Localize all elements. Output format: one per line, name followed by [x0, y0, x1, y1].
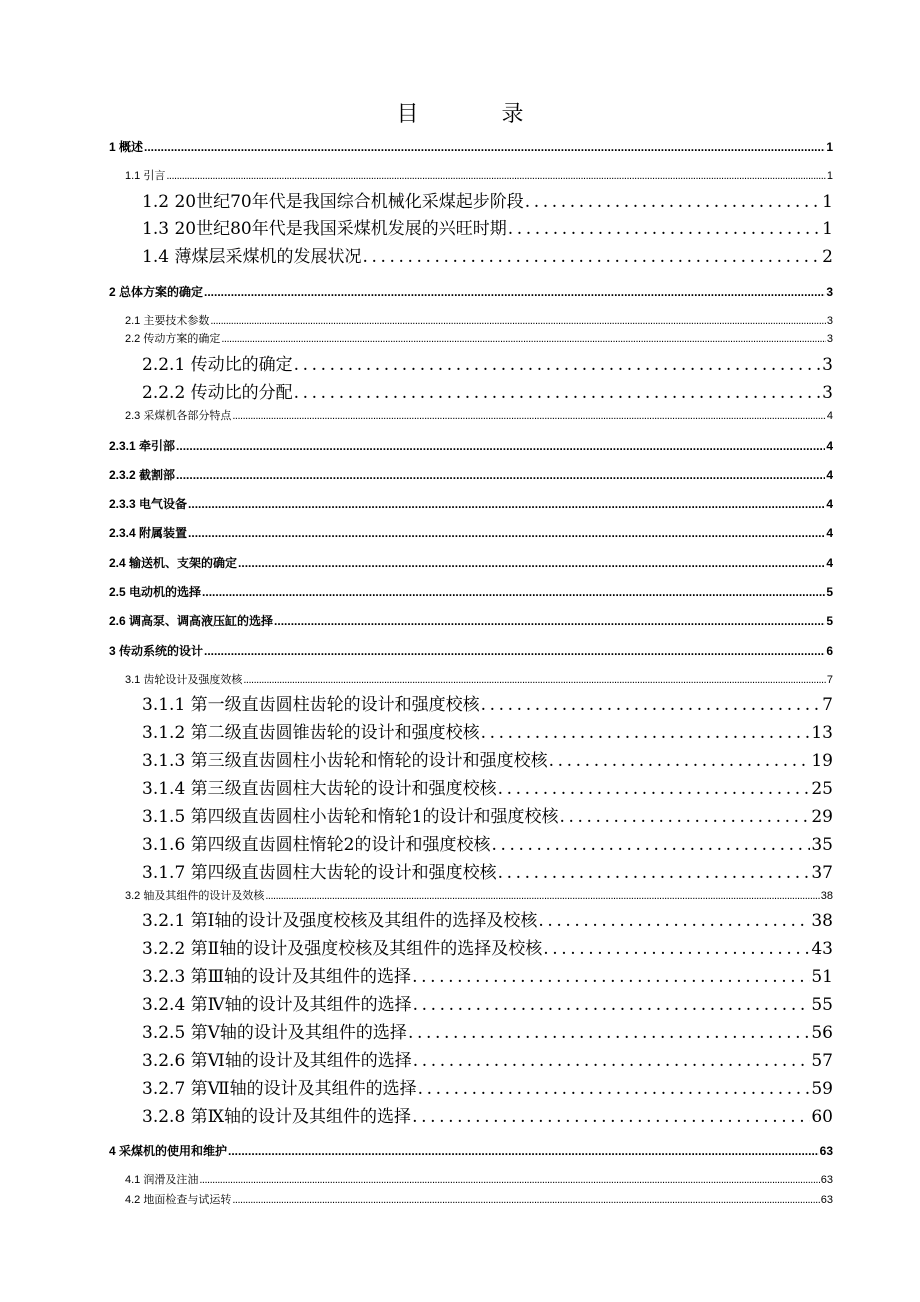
toc-entry-page: 43 [811, 939, 833, 959]
toc-entry[interactable] [142, 214, 833, 239]
toc-entry[interactable] [142, 378, 833, 403]
toc-leader [413, 995, 811, 1015]
toc-entry[interactable] [109, 583, 833, 600]
toc-leader [362, 247, 821, 267]
toc-entry-text: 2.3.3 电气设备 [109, 497, 188, 511]
toc-leader [491, 835, 810, 855]
toc-entry-page: 1 [826, 140, 833, 154]
toc-leader [418, 1079, 811, 1099]
toc-entry-page: 63 [820, 1194, 833, 1206]
toc-leader [199, 1174, 819, 1186]
toc-entry-page: 55 [811, 995, 833, 1015]
toc-leader [238, 556, 825, 570]
toc-entry-text: 3.2.2 第Ⅱ轴的设计及强度校核及其组件的选择及校核 [142, 939, 543, 959]
toc-entry[interactable] [109, 1142, 833, 1159]
toc-entry[interactable] [125, 407, 833, 423]
toc-entry[interactable] [125, 1171, 833, 1187]
toc-entry-text: 2.1 主要技术参数 [125, 315, 210, 327]
toc-entry-text: 3.1.4 第三级直齿圆柱大齿轮的设计和强度校核 [142, 779, 497, 799]
toc-entry-page: 3 [826, 315, 833, 327]
toc-entry[interactable] [109, 283, 833, 300]
toc-entry[interactable] [142, 858, 833, 883]
toc-entry[interactable] [125, 1191, 833, 1207]
toc-leader [204, 285, 825, 299]
toc-entry-page: 1 [822, 192, 833, 212]
toc-leader [408, 1023, 810, 1043]
toc-leader [144, 140, 825, 154]
toc-leader [232, 1194, 819, 1206]
toc-entry[interactable] [142, 990, 833, 1015]
toc-entry-text: 3.2.8 第Ⅸ轴的设计及其组件的选择 [142, 1107, 412, 1127]
toc-entry[interactable] [142, 906, 833, 931]
toc-entry[interactable] [142, 1074, 833, 1099]
toc-entry-text: 1.2 20世纪70年代是我国综合机械化采煤起步阶段 [142, 192, 524, 212]
toc-entry-text: 2.3 采煤机各部分特点 [125, 410, 232, 422]
toc-leader [559, 807, 810, 827]
toc-leader [188, 526, 825, 540]
toc-leader [166, 170, 826, 182]
toc-entry-page: 38 [811, 911, 833, 931]
toc-entry-page: 51 [811, 967, 833, 987]
toc-leader [525, 192, 821, 212]
toc-leader [274, 614, 825, 628]
toc-entry-page: 6 [826, 644, 833, 658]
toc-leader [294, 383, 822, 403]
toc-entry-page: 7 [826, 674, 833, 686]
toc-leader [498, 779, 811, 799]
toc-entry-text: 3.1 齿轮设计及强度效核 [125, 674, 243, 686]
toc-entry[interactable] [125, 887, 833, 903]
toc-entry-page: 3 [826, 333, 833, 345]
toc-leader [481, 695, 822, 715]
toc-leader [412, 1107, 810, 1127]
toc-entry-text: 3.2.5 第Ⅴ轴的设计及其组件的选择 [142, 1023, 407, 1043]
toc-leader [508, 219, 821, 239]
toc-entry-page: 63 [820, 1174, 833, 1186]
toc-entry[interactable] [109, 138, 833, 155]
toc-entry-page: 60 [811, 1107, 833, 1127]
toc-entry-text: 3.1.3 第三级直齿圆柱小齿轮和惰轮的设计和强度校核 [142, 751, 548, 771]
toc-entry-text: 3.2.6 第Ⅵ轴的设计及其组件的选择 [142, 1051, 412, 1071]
toc-entry-page: 63 [819, 1144, 833, 1158]
toc-entry[interactable] [142, 802, 833, 827]
toc-leader [265, 890, 819, 902]
toc-entry[interactable] [142, 1018, 833, 1043]
toc-entry[interactable] [142, 1102, 833, 1127]
toc-entry-text: 4.2 地面检查与试运转 [125, 1194, 232, 1206]
toc-entry-page: 29 [811, 807, 833, 827]
toc-leader [210, 315, 826, 327]
toc-leader [413, 1051, 811, 1071]
toc-entry-text: 2.2.2 传动比的分配 [142, 383, 293, 403]
toc-entry-text: 1 概述 [109, 140, 144, 154]
toc-leader [228, 1144, 819, 1158]
toc-entry[interactable] [142, 242, 833, 267]
toc-entry[interactable] [109, 642, 833, 659]
toc-entry-text: 4.1 润滑及注油 [125, 1174, 199, 1186]
toc-entry[interactable] [142, 187, 833, 212]
toc-entry-text: 2.3.2 截割部 [109, 468, 176, 482]
toc-leader [538, 911, 810, 931]
toc-entry-page: 4 [826, 439, 833, 453]
toc-entry-text: 3.1.5 第四级直齿圆柱小齿轮和惰轮1的设计和强度校核 [142, 807, 559, 827]
toc-entry-page: 5 [826, 614, 833, 628]
toc-entry-text: 2.3.1 牵引部 [109, 439, 176, 453]
toc-entry[interactable] [142, 1046, 833, 1071]
toc-entry-page: 4 [826, 556, 833, 570]
toc-entry[interactable] [142, 830, 833, 855]
toc-entry-page: 3 [822, 355, 833, 375]
toc-leader [176, 468, 825, 482]
toc-entry-page: 7 [822, 695, 833, 715]
toc-entry[interactable] [142, 774, 833, 799]
toc-entry[interactable] [142, 690, 833, 715]
toc-entry-text: 4 采煤机的使用和维护 [109, 1144, 228, 1158]
toc-entry-text: 3.1.2 第二级直齿圆锥齿轮的设计和强度校核 [142, 723, 480, 743]
toc-leader [176, 439, 825, 453]
toc-entry[interactable] [142, 962, 833, 987]
toc-entry-text: 3.2 轴及其组件的设计及效核 [125, 890, 265, 902]
toc-entry-page: 5 [826, 585, 833, 599]
toc-entry-text: 2.4 输送机、支架的确定 [109, 556, 238, 570]
toc-entry-page: 4 [826, 497, 833, 511]
toc-entry-text: 2.3.4 附属装置 [109, 526, 188, 540]
toc-entry-text: 3.2.7 第Ⅶ轴的设计及其组件的选择 [142, 1079, 417, 1099]
toc-entry[interactable] [125, 671, 833, 687]
toc-entry[interactable] [109, 554, 833, 571]
toc-entry-text: 3.2.1 第Ⅰ轴的设计及强度校核及其组件的选择及校核 [142, 911, 538, 931]
toc-entry-text: 2.2.1 传动比的确定 [142, 355, 293, 375]
toc-entry-page: 59 [811, 1079, 833, 1099]
toc-entry-page: 35 [811, 835, 833, 855]
toc-entry-text: 3.1.6 第四级直齿圆柱惰轮2的设计和强度校核 [142, 835, 491, 855]
toc-leader [221, 333, 826, 345]
toc-entry[interactable] [125, 167, 833, 183]
toc-entry-page: 3 [826, 285, 833, 299]
toc-leader [481, 723, 811, 743]
toc-entry[interactable] [109, 524, 833, 541]
toc-entry-text: 2 总体方案的确定 [109, 285, 204, 299]
toc-entry-text: 3.1.7 第四级直齿圆柱大齿轮的设计和强度校核 [142, 863, 497, 883]
toc-entry-text: 1.4 薄煤层采煤机的发展状况 [142, 247, 362, 267]
toc-entry-text: 2.6 调高泵、调高液压缸的选择 [109, 614, 274, 628]
toc-entry-page: 1 [826, 170, 833, 182]
toc-entry-text: 3 传动系统的设计 [109, 644, 204, 658]
toc-entry[interactable] [142, 746, 833, 771]
toc-entry[interactable] [142, 350, 833, 375]
toc-entry-page: 38 [820, 890, 833, 902]
toc-entry[interactable] [142, 718, 833, 743]
toc-entry-page: 4 [826, 410, 833, 422]
toc-entry-page: 56 [811, 1023, 833, 1043]
toc-entry-page: 37 [811, 863, 833, 883]
toc-leader [294, 355, 822, 375]
toc-entry-text: 3.2.4 第Ⅳ轴的设计及其组件的选择 [142, 995, 412, 1015]
toc-entry-text: 3.1.1 第一级直齿圆柱齿轮的设计和强度校核 [142, 695, 480, 715]
toc-entry-page: 4 [826, 468, 833, 482]
toc-entry[interactable] [109, 612, 833, 629]
toc-entry-text: 2.5 电动机的选择 [109, 585, 202, 599]
toc-entry-page: 19 [811, 751, 833, 771]
page-title: 目 录 [396, 102, 562, 127]
toc-entry[interactable] [109, 466, 833, 483]
toc-entry-text: 1.3 20世纪80年代是我国采煤机发展的兴旺时期 [142, 219, 507, 239]
toc-entry-page: 2 [822, 247, 833, 267]
toc-leader [204, 644, 825, 658]
toc-leader [412, 967, 810, 987]
toc-entry-page: 57 [811, 1051, 833, 1071]
toc-entry-page: 4 [826, 526, 833, 540]
toc-entry-page: 1 [822, 219, 833, 239]
toc-leader [549, 751, 811, 771]
toc-leader [232, 410, 826, 422]
toc-entry-page: 3 [822, 383, 833, 403]
toc-entry[interactable] [109, 437, 833, 454]
toc-entry-page: 13 [811, 723, 833, 743]
toc-entry[interactable] [125, 312, 833, 328]
toc-entry-text: 1.1 引言 [125, 170, 166, 182]
toc-entry[interactable] [142, 934, 833, 959]
toc-leader [243, 674, 826, 686]
toc-leader [188, 497, 825, 511]
toc-entry[interactable] [109, 495, 833, 512]
toc-entry-text: 2.2 传动方案的确定 [125, 333, 221, 345]
toc-leader [498, 863, 811, 883]
toc-entry-page: 25 [811, 779, 833, 799]
toc-leader [543, 939, 810, 959]
toc-entry[interactable] [125, 330, 833, 346]
toc-entry-text: 3.2.3 第Ⅲ轴的设计及其组件的选择 [142, 967, 412, 987]
toc-leader [202, 585, 825, 599]
